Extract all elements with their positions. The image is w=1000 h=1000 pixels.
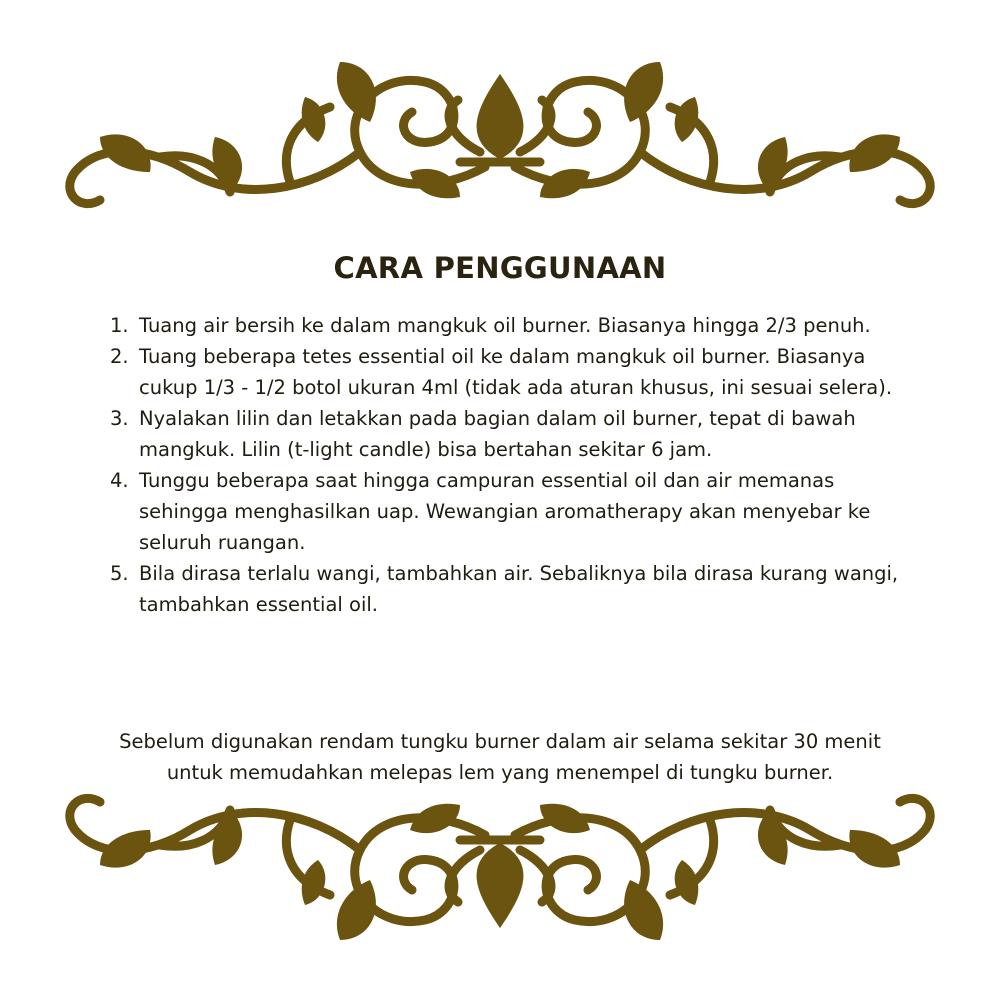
step-number: 5. — [110, 562, 129, 585]
step-text: Nyalakan lilin dan letakkan pada bagian dalam oil burner, tepat di bawah mangkuk. Lilin (t-light candle) bisa bertahan sekitar 6 jam. — [139, 407, 856, 461]
step-number: 3. — [110, 407, 129, 430]
list-item — [110, 310, 910, 341]
list-item — [110, 403, 910, 465]
top-ornament — [40, 42, 960, 217]
step-text: Tuang air bersih ke dalam mangkuk oil burner. Biasanya hingga 2/3 penuh. — [139, 314, 871, 337]
list-item — [110, 341, 910, 403]
list-item — [110, 558, 910, 620]
step-text: Tunggu beberapa saat hingga campuran essential oil dan air memanas sehingga menghasilkan uap. Wewangian aromatherapy akan menyebar ke seluruh ruangan. — [139, 469, 871, 554]
step-text: Tuang beberapa tetes essential oil ke dalam mangkuk oil burner. Biasanya cukup 1/3 - 1/2 botol ukuran 4ml (tidak ada aturan khusus, ini sesuai selera). — [139, 345, 893, 399]
flourish-ornament-icon — [40, 785, 960, 960]
bottom-ornament — [40, 785, 960, 960]
step-text: Bila dirasa terlalu wangi, tambahkan air. Sebaliknya bila dirasa kurang wangi, tambahkan essential oil. — [139, 562, 899, 616]
step-number: 2. — [110, 345, 129, 368]
step-number: 1. — [110, 314, 129, 337]
list-item — [110, 465, 910, 558]
flourish-ornament-icon — [40, 42, 960, 217]
step-number: 4. — [110, 469, 129, 492]
instruction-list — [110, 310, 910, 620]
page-title: CARA PENGGUNAAN — [333, 251, 667, 286]
soaking-note: Sebelum digunakan rendam tungku burner dalam air selama sekitar 30 menit untuk memudahkan melepas lem yang menempel di tungku burner. — [119, 729, 881, 784]
